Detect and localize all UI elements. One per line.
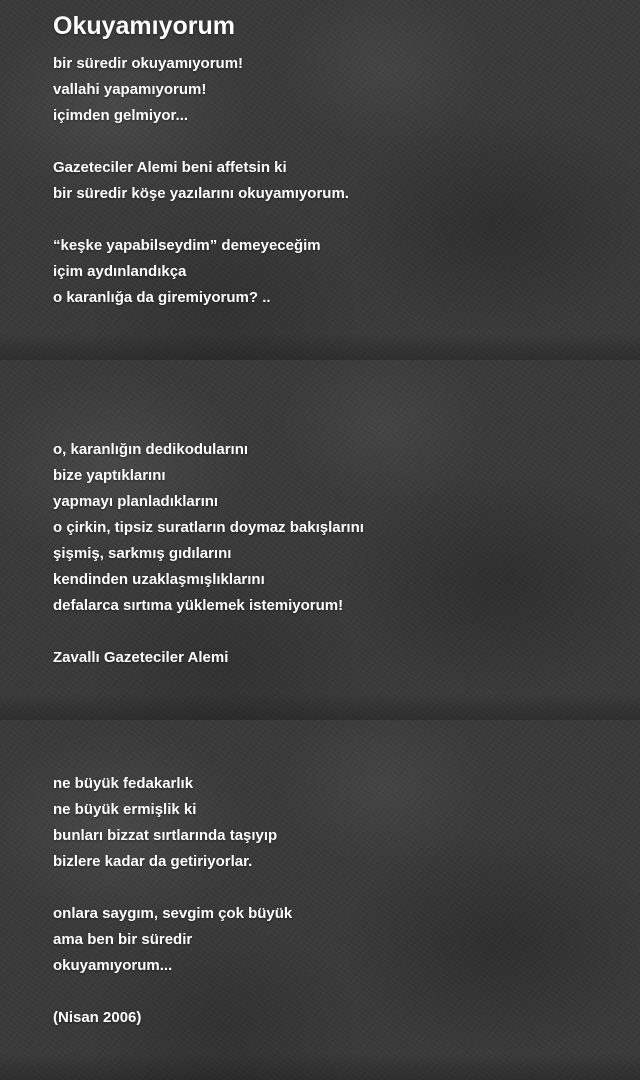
poem-date: (Nisan 2006) bbox=[53, 1009, 142, 1026]
poem-line: Zavallı Gazeteciler Alemi bbox=[53, 649, 229, 666]
poem-line: onlara saygım, sevgim çok büyük bbox=[53, 905, 293, 922]
stanza-7 bbox=[53, 901, 292, 979]
poem-line: defalarca sırtıma yüklemek istemiyorum! bbox=[53, 597, 344, 614]
poem-line: okuyamıyorum... bbox=[53, 957, 173, 974]
stanza-8 bbox=[53, 1005, 141, 1031]
poem-line: kendinden uzaklaşmışlıklarını bbox=[53, 571, 265, 588]
poem-title: Okuyamıyorum bbox=[53, 12, 236, 40]
poem-line: bunları bizzat sırtlarında taşıyıp bbox=[53, 827, 278, 844]
stanza-6 bbox=[53, 771, 277, 875]
poem-line: o karanlığa da giremiyorum? .. bbox=[53, 289, 271, 306]
poem-line: şişmiş, sarkmış gıdılarını bbox=[53, 545, 232, 562]
poem-line: yapmayı planladıklarını bbox=[53, 493, 219, 510]
poem-panel-1 bbox=[0, 0, 640, 360]
poem-line: vallahi yapamıyorum! bbox=[53, 81, 207, 98]
poem-line: bir süredir köşe yazılarını okuyamıyorum. bbox=[53, 185, 349, 202]
poem-line: o çirkin, tipsiz suratların doymaz bakışlarını bbox=[53, 519, 364, 536]
stanza-1 bbox=[53, 51, 243, 129]
poem-line: ne büyük fedakarlık bbox=[53, 775, 194, 792]
stanza-3 bbox=[53, 233, 321, 311]
poem-line: bize yaptıklarını bbox=[53, 467, 166, 484]
poem-line: içim aydınlandıkça bbox=[53, 263, 187, 280]
poem-line: Gazeteciler Alemi beni affetsin ki bbox=[53, 159, 287, 176]
stanza-4 bbox=[53, 437, 364, 619]
poem-line: ne büyük ermişlik ki bbox=[53, 801, 197, 818]
poem-panel-3 bbox=[0, 720, 640, 1080]
poem-panel-2 bbox=[0, 360, 640, 720]
poem-line: bizlere kadar da getiriyorlar. bbox=[53, 853, 253, 870]
poem-line: o, karanlığın dedikodularını bbox=[53, 441, 249, 458]
stanza-2 bbox=[53, 155, 349, 207]
poem-line: ama ben bir süredir bbox=[53, 931, 193, 948]
stanza-5 bbox=[53, 645, 228, 671]
poem-line: içimden gelmiyor... bbox=[53, 107, 189, 124]
poem-line: bir süredir okuyamıyorum! bbox=[53, 55, 244, 72]
poem-line: “keşke yapabilseydim” demeyeceğim bbox=[53, 237, 321, 254]
